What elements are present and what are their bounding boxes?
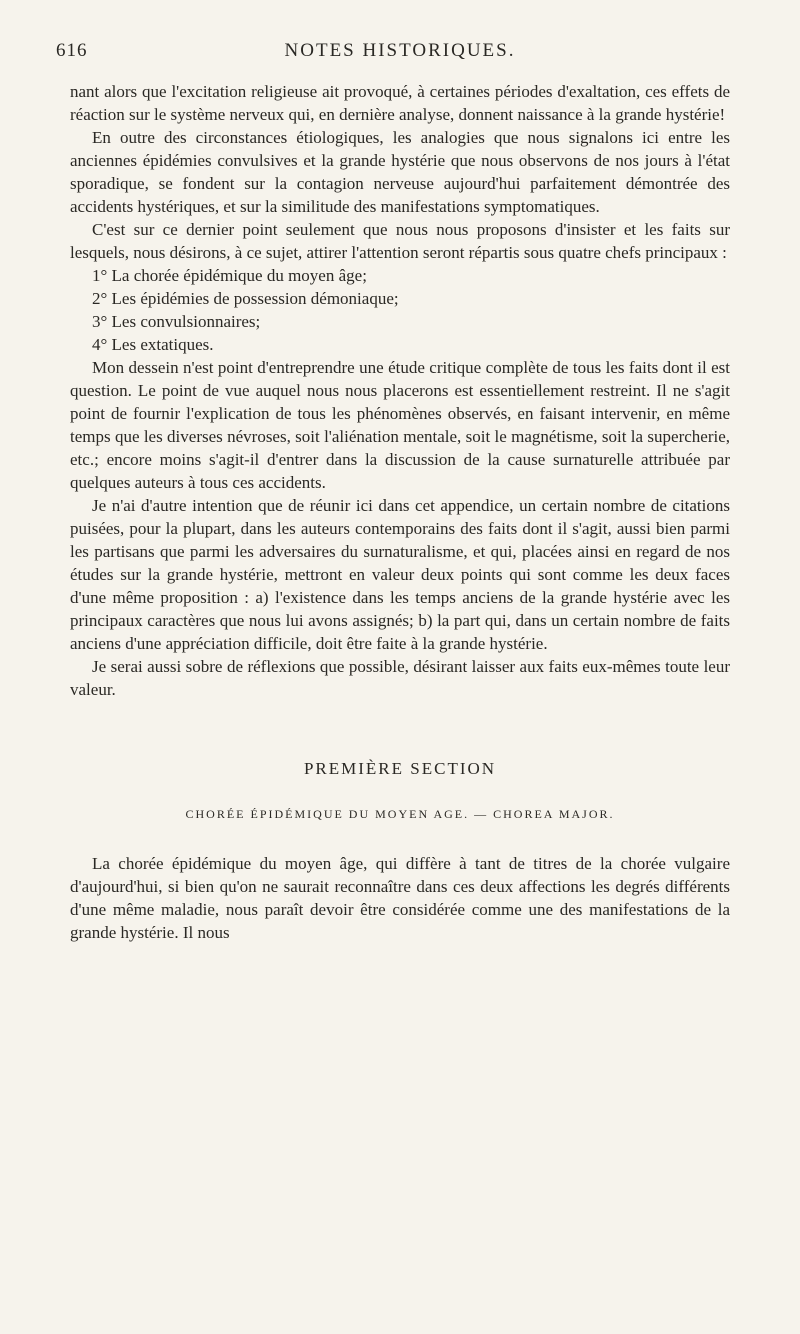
book-page [56,40,730,944]
section-subtitle: CHORÉE ÉPIDÉMIQUE DU MOYEN AGE. — CHOREA MAJOR. [185,807,615,821]
paragraph-choree-epidemique: La chorée épidémique du moyen âge, qui diffère à tant de titres de la chorée vulgaire d'aujourd'hui, si bien qu'on ne saurait reconnaître dans ces deux affections les degrés différents d'une même maladie, nous paraît devoir être considérée comme une des manifestations de la grande hystérie. Il nous [70,854,730,942]
page-number: 616 [56,40,88,61]
list-item-convulsionnaires: 3° Les convulsionnaires; [92,312,261,331]
body-text [70,80,730,701]
list-item-choree: 1° La chorée épidémique du moyen âge; [92,266,367,285]
list-item-possession: 2° Les épidémies de possession démoniaque; [92,289,399,308]
running-head [56,40,730,74]
section-title: PREMIÈRE SECTION [303,759,497,778]
paragraph-dessein: Mon dessein n'est point d'entreprendre une étude critique complète de tous les faits dont il est question. Le point de vue auquel nous nous placerons est essentiellement restreint. Il ne s'agit point de fournir l'explication de tous les phénomènes observés, en faisant intervenir, en même temps que les diverses névroses, soit l'aliénation mentale, soit le magnétisme, soit la supercherie, etc.; encore moins s'agit-il d'entrer dans la discussion de la cause surnaturelle attribuée par quelques auteurs à tous ces accidents. [70,358,730,492]
paragraph-continuation: nant alors que l'excitation religieuse ait provoqué, à certaines périodes d'exaltation, ces effets de réaction sur le système nerveux qui, en dernière analyse, donnent naissance à la grande hystérie! [70,82,730,124]
section-text [70,852,730,944]
list-item-extatiques: 4° Les extatiques. [92,335,214,354]
paragraph-chefs-principaux: C'est sur ce dernier point seulement que nous nous proposons d'insister et les faits sur lesquels, nous désirons, à ce sujet, attirer l'attention seront répartis sous quatre chefs principaux : [70,220,730,262]
paragraph-analogies: En outre des circonstances étiologiques, les analogies que nous signalons ici entre les anciennes épidémies convulsives et la grande hystérie que nous observons de nos jours à l'état sporadique, se fondent sur la contagion nerveuse aujourd'hui parfaitement démontrée des accidents hystériques, et sur la similitude des manifestations symptomatiques. [70,128,730,216]
paragraph-intention: Je n'ai d'autre intention que de réunir ici dans cet appendice, un certain nombre de citations puisées, pour la plupart, dans les auteurs contemporains des faits dont il s'agit, aussi bien parmi les partisans que parmi les adversaires du surnaturalisme, et qui, placées ainsi en regard de nos études sur la grande hystérie, mettront en valeur deux points qui sont comme les deux faces d'une même proposition : a) l'existence dans les temps anciens de la grande hystérie avec les principaux caractères que nous lui avons assignés; b) la part qui, dans un certain nombre de faits anciens d'une appréciation difficile, doit être faite à la grande hystérie. [70,496,730,653]
running-title: NOTES HISTORIQUES. [284,40,516,61]
paragraph-sobre: Je serai aussi sobre de réflexions que possible, désirant laisser aux faits eux-mêmes toute leur valeur. [70,657,730,699]
